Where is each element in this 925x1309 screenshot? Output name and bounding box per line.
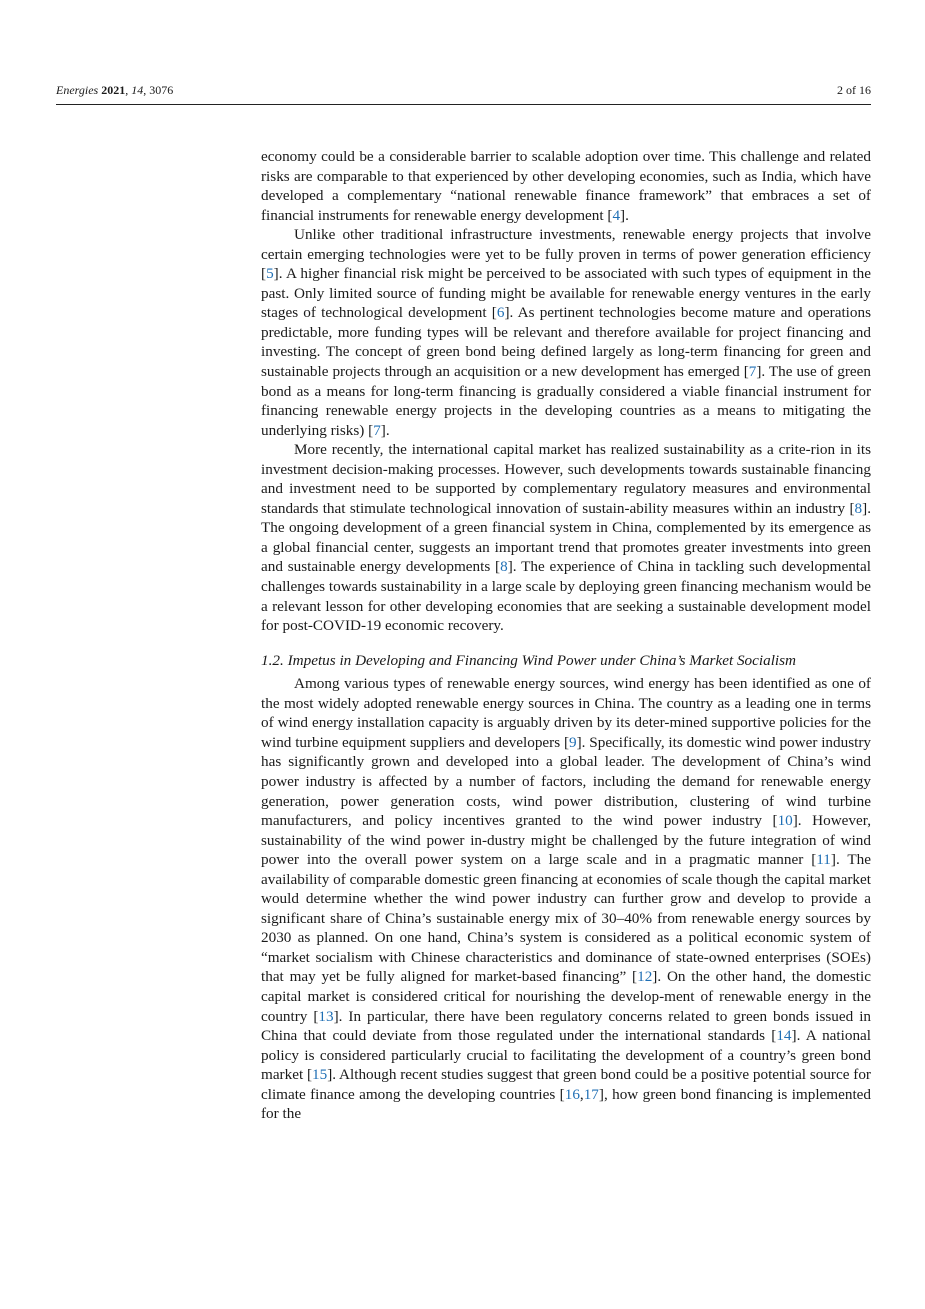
citation-link[interactable]: 13: [318, 1007, 334, 1025]
journal-name: Energies: [56, 83, 99, 97]
section-heading: 1.2. Impetus in Developing and Financing Wind Power under China’s Market Socialism: [261, 651, 797, 669]
citation-link[interactable]: 8: [854, 499, 863, 517]
citation-link[interactable]: 5: [266, 265, 274, 283]
running-header: [56, 82, 871, 98]
citation-link[interactable]: 15: [312, 1066, 328, 1084]
journal-year: 2021: [101, 83, 126, 97]
citation-link[interactable]: 17: [583, 1085, 599, 1103]
citation-link[interactable]: 16: [564, 1085, 580, 1103]
citation-link[interactable]: 12: [637, 968, 653, 986]
paragraph-3: More recently, the international capital market has realized sustainability as a crite-rion in its investment decision-making processes. However, such developments towards sustainable financing and investment need to be supported by complementary regulatory measures and environmental standards that stimulate technological innovation of sustain-ability measures within an industry [8]. The ongoing development of a green financial system in China, complemented by its emergence as a global financial center, suggests an important trend that promotes greater investments into green and sustainable energy developments [8]. The experience of China in tackling such developmental challenges towards sustainability in a large scale by deploying green financing mechanism would be a relevant lesson for other developing economies that are seeking a sustainable development model for post-COVID-19 economic recovery.: [261, 441, 871, 635]
citation-link[interactable]: 6: [496, 304, 505, 322]
citation-link[interactable]: 10: [777, 812, 793, 830]
header-rule: [56, 104, 871, 105]
page-number: 2 of 16: [837, 83, 871, 97]
citation-link[interactable]: 4: [612, 206, 621, 224]
article-body: [261, 147, 871, 1124]
paragraph-1: economy could be a considerable barrier to scalable adoption over time. This challenge and related risks are comparable to that experienced by other developing economies, such as India, which have developed a complementary “national renewable finance framework” that embraces a set of financial instruments for renewable energy development [4].: [261, 148, 871, 224]
journal-volume: 14: [131, 83, 144, 97]
article-number: 3076: [149, 83, 174, 97]
paragraph-4: Among various types of renewable energy sources, wind energy has been identified as one of the most widely adopted renewable energy sources in China. The country as a leading one in terms of wind energy installation capacity is arguably driven by its deter-mined supportive policies for the wind turbine equipment suppliers and developers [9]. Specifically, its domestic wind power industry has significantly grown and developed into a global leader. The development of China’s wind power industry is affected by a number of factors, including the demand for renewable energy generation, power generation costs, wind power distribution, clustering of wind turbine manufacturers, and policy incentives granted to the wind power industry [10]. However, sustainability of the wind power in-dustry might be challenged by the future integration of wind power into the overall power system on a large scale and in a pragmatic manner [11]. The availability of comparable domestic green financing at economies of scale though the capital market would determine whether the wind power industry can further grow and develop to provide a significant share of China’s sustainable energy mix of 30–40% from renewable energy sources by 2030 as planned. On one hand, China’s system is considered as a political economic system of “market socialism with Chinese characteristics and dominance of state-owned enterprises (SOEs) that may yet be fully aligned for market-based financing” [12]. On the other hand, the domestic capital market is considered critical for nourishing the develop-ment of renewable energy in the country [13]. In particular, there have been regulatory concerns related to green bonds issued in China that could deviate from those regulated under the international standards [14]. A national policy is considered particularly crucial to facilitating the development of a country’s green bond market [15]. Although recent studies suggest that green bond could be a positive potential source for climate finance among the developing countries [16,17], how green bond financing is implemented for the: [261, 675, 872, 1123]
citation-link[interactable]: 7: [373, 421, 381, 439]
citation-link[interactable]: 9: [569, 733, 577, 751]
citation-link[interactable]: 14: [776, 1027, 792, 1045]
journal-citation: Energies 2021, 14, 3076: [56, 83, 174, 97]
citation-link[interactable]: 11: [816, 851, 831, 869]
paragraph-2: Unlike other traditional infrastructure investments, renewable energy projects that involve certain emerging technologies were yet to be fully proven in terms of power generation efficiency [5]. A higher financial risk might be perceived to be associated with such types of equipment in the past. Only limited source of funding might be available for renewable energy ventures in the early stages of technological development [6]. As pertinent technologies become mature and operations predictable, more funding types will be relevant and therefore available for project financing and investing. The concept of green bond being defined largely as long-term financing for green and sustainable projects through an acquisition or a new development has emerged [7]. The use of green bond as a means for long-term financing is gradually considered a viable financial instrument for financing renewable energy projects in the developing countries as a means to mitigating the underlying risks) [7].: [261, 226, 871, 439]
citation-link[interactable]: 8: [500, 558, 508, 576]
citation-link[interactable]: 7: [748, 363, 757, 381]
